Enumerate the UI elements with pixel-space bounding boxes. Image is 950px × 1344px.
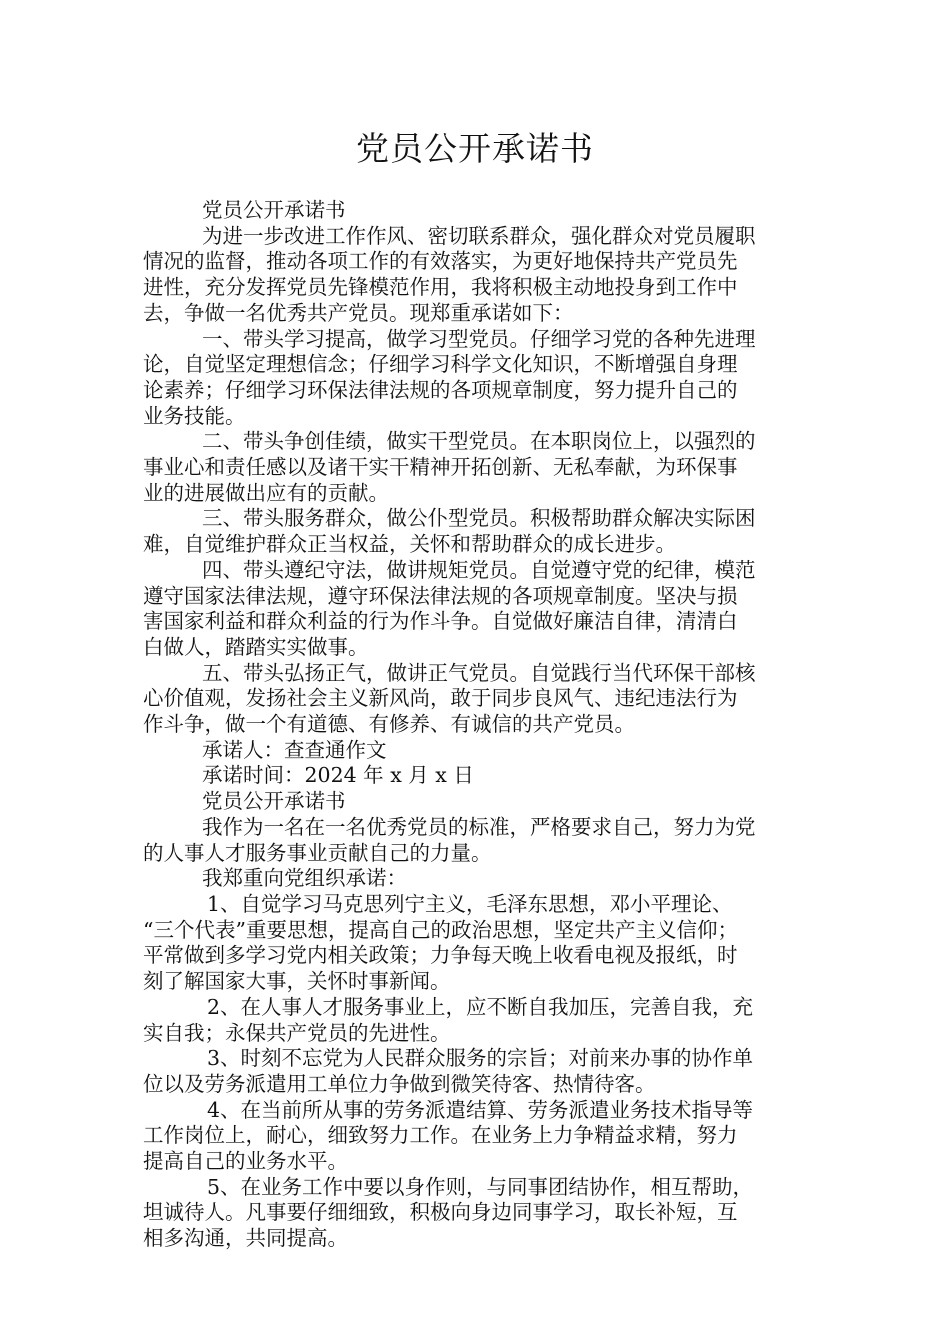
text-line: 遵守国家法律法规，遵守环保法律法规的各项规章制度。坚决与损 [143,583,738,608]
text-line: 为进一步改进工作作风、密切联系群众，强化群众对党员履职 [202,223,756,248]
text-line: 四、带头遵纪守法，做讲规矩党员。自觉遵守党的纪律，模范 [202,557,756,582]
text-line: 党员公开承诺书 [202,789,346,814]
document-title: 党员公开承诺书 [356,129,594,168]
text-line: 2、在人事人才服务事业上，应不断自我加压，完善自我，充 [207,994,754,1019]
text-line: 位以及劳务派遣用工单位力争做到微笑待客、热情待客。 [143,1071,656,1096]
text-line: 五、带头弘扬正气，做讲正气党员。自觉践行当代环保干部核 [202,660,756,685]
text-line: 论，自觉坚定理想信念；仔细学习科学文化知识，不断增强自身理 [143,352,738,377]
text-line: 业务技能。 [143,403,246,428]
text-line: 进性，充分发挥党员先锋模范作用，我将积极主动地投身到工作中 [143,275,738,300]
document-body [143,198,811,1252]
text-line: 工作岗位上，耐心，细致努力工作。在业务上力争精益求精，努力 [143,1123,738,1148]
text-line: “三个代表”重要思想，提高自己的政治思想，坚定共产主义信仰； [143,917,738,942]
text-line: 相多沟通，共同提高。 [143,1226,348,1251]
text-line: 去，争做一名优秀共产党员。现郑重承诺如下： [143,300,574,325]
text-line: 党员公开承诺书 [202,198,346,222]
text-line: 二、带头争创佳绩，做实干型党员。在本职岗位上，以强烈的 [202,429,756,454]
text-line: 论素养；仔细学习环保法律法规的各项规章制度，努力提升自己的 [143,377,738,402]
text-line: 提高自己的业务水平。 [143,1149,348,1174]
text-line: 白做人，踏踏实实做事。 [143,634,369,659]
text-line: 5、在业务工作中要以身作则，与同事团结协作，相互帮助， [207,1174,754,1199]
text-line: 事业心和责任感以及诸干实干精神开拓创新、无私奉献，为环保事 [143,455,738,480]
text-line: 我郑重向党组织承诺： [202,866,407,891]
text-line: 实自我；永保共产党员的先进性。 [143,1020,451,1045]
text-line: 作斗争，做一个有道德、有修养、有诚信的共产党员。 [143,712,635,737]
text-line: 害国家利益和群众利益的行为作斗争。自觉做好廉洁自律，清清白 [143,609,738,634]
text-line: 刻了解国家大事，关怀时事新闻。 [143,969,451,994]
text-line: 3、时刻不忘党为人民群众服务的宗旨；对前来办事的协作单 [207,1046,754,1071]
text-line: 心价值观，发扬社会主义新风尚，敢于同步良风气、违纪违法行为 [143,686,738,711]
text-line: 平常做到多学习党内相关政策；力争每天晚上收看电视及报纸，时 [143,943,738,968]
text-line: 4、在当前所从事的劳务派遣结算、劳务派遣业务技术指导等 [207,1097,754,1122]
text-line: 业的进展做出应有的贡献。 [143,480,389,505]
text-line: 1、自觉学习马克思列宁主义，毛泽东思想，邓小平理论、 [207,891,733,916]
text-line: 我作为一名在一名优秀党员的标准，严格要求自己，努力为党 [202,814,756,839]
text-line: 一、带头学习提高，做学习型党员。仔细学习党的各种先进理 [202,326,756,351]
text-line: 承诺时间：2024 年 x 月 x 日 [202,763,474,788]
text-line: 情况的监督，推动各项工作的有效落实，为更好地保持共产党员先 [143,249,738,274]
text-line: 坦诚待人。凡事要仔细细致，积极向身边同事学习，取长补短，互 [143,1200,738,1225]
text-line: 难，自觉维护群众正当权益，关怀和帮助群众的成长进步。 [143,532,676,557]
text-line: 三、带头服务群众，做公仆型党员。积极帮助群众解决实际困 [202,506,756,531]
text-line: 的人事人才服务事业贡献自己的力量。 [143,840,492,865]
text-line: 承诺人：查查通作文 [202,737,387,762]
